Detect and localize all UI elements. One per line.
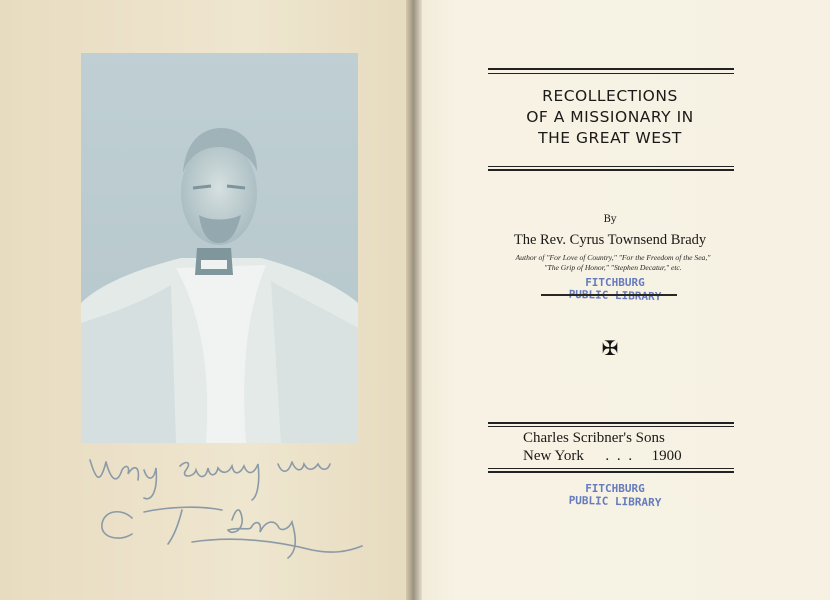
title-rule-b bbox=[488, 169, 734, 171]
stamp-line-1: FITCHBURG bbox=[585, 482, 645, 495]
maltese-cross-icon: ✠ bbox=[601, 336, 619, 360]
stamp-line-2: PUBLIC LIBRARY bbox=[568, 493, 662, 510]
title-rule-a bbox=[488, 166, 734, 167]
other-works bbox=[478, 253, 748, 273]
publisher-rule-bottom-b bbox=[488, 471, 734, 473]
book-gutter bbox=[406, 0, 422, 600]
stamp-line-1: FITCHBURG bbox=[585, 276, 645, 289]
publisher-name: Charles Scribner's Sons bbox=[523, 430, 665, 446]
publisher-place: New York bbox=[523, 448, 584, 464]
title-line-3: THE GREAT WEST bbox=[538, 129, 682, 147]
publisher-rule-top-a bbox=[488, 422, 734, 424]
publisher-place-year bbox=[523, 448, 713, 465]
autograph-inscription bbox=[82, 440, 382, 570]
library-stamp-bottom bbox=[520, 482, 710, 508]
title-line-1: RECOLLECTIONS bbox=[542, 87, 678, 105]
top-double-rule-a bbox=[488, 68, 734, 70]
title-line-2: OF A MISSIONARY IN bbox=[526, 108, 694, 126]
by-line: By bbox=[603, 214, 617, 225]
library-stamp-top bbox=[520, 276, 710, 302]
publisher-ellipsis: . . . bbox=[605, 448, 635, 464]
other-works-line-1: Author of "For Love of Country," "For the Freedom of the Sea," bbox=[515, 253, 711, 262]
other-works-line-2: "The Grip of Honor," "Stephen Decatur," etc. bbox=[544, 263, 682, 272]
publication-year: 1900 bbox=[651, 448, 682, 464]
top-double-rule-b bbox=[488, 73, 734, 74]
publisher-rule-top-b bbox=[488, 426, 734, 427]
stamp-strike-line bbox=[541, 294, 677, 296]
publisher-rule-bottom-a bbox=[488, 468, 734, 469]
author-name: The Rev. Cyrus Townsend Brady bbox=[513, 232, 707, 248]
portrait-photo bbox=[81, 53, 358, 443]
